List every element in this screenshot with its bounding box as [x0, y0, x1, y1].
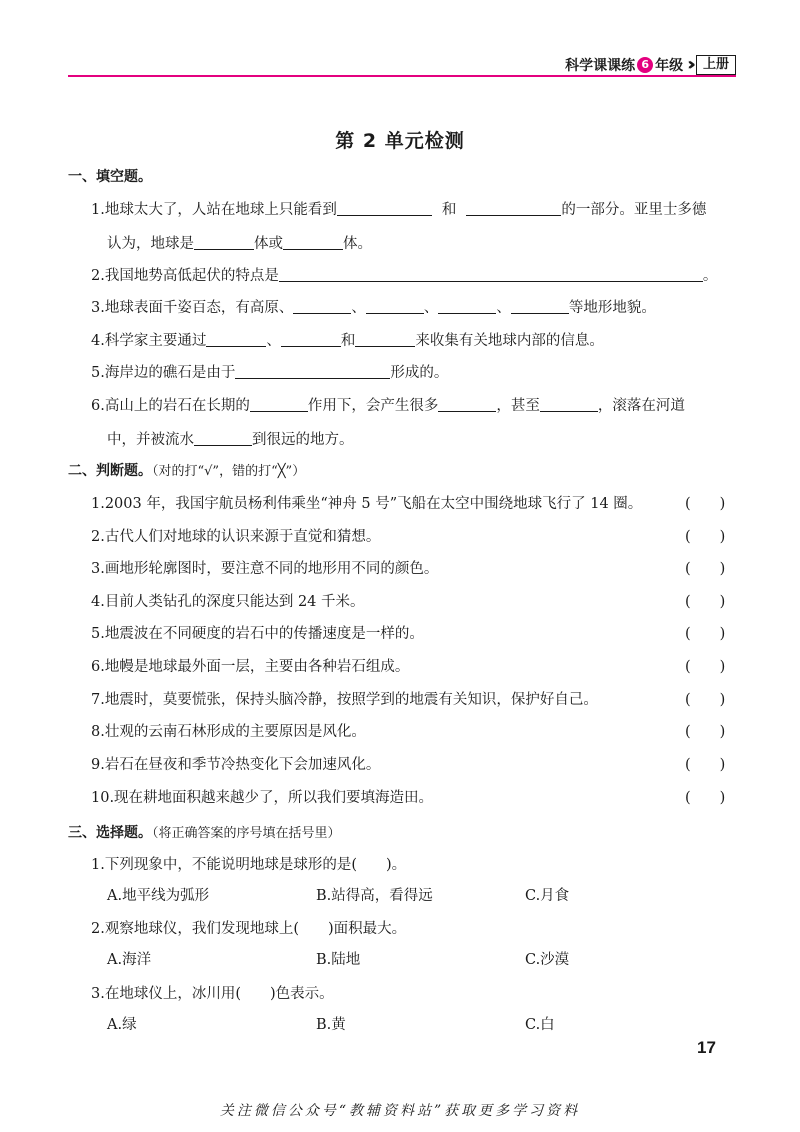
answer-blank[interactable]: [279, 267, 703, 282]
true-false-item: 6.地幔是地球最外面一层，主要由各种岩石组成。: [91, 659, 410, 675]
header-subject: 科学课课练: [565, 57, 636, 74]
true-false-item: 9.岩石在昼夜和季节冷热变化下会加速风化。: [91, 757, 381, 773]
answer-blank[interactable]: [283, 235, 343, 250]
fill-question-4: 4.科学家主要通过 、 和 来收集有关地球内部的信息。: [91, 333, 604, 349]
true-false-item: 3.画地形轮廓图时，要注意不同的地形用不同的颜色。: [91, 561, 439, 577]
answer-blank[interactable]: [466, 201, 561, 216]
answer-parentheses[interactable]: ( ): [685, 757, 726, 773]
header-label: [565, 54, 736, 75]
page-title: 第 2 单元检测: [335, 130, 465, 152]
true-false-item: 4.目前人类钻孔的深度只能达到 24 千米。: [91, 594, 365, 610]
fill-question-6-cont: 中，并被流水 到很远的地方。: [107, 432, 354, 448]
choice-option-a[interactable]: A.绿: [107, 1017, 137, 1033]
answer-blank[interactable]: [511, 299, 569, 314]
answer-parentheses[interactable]: ( ): [685, 529, 726, 545]
choice-question-1: 1.下列现象中，不能说明地球是球形的是( )。: [91, 857, 407, 873]
answer-blank[interactable]: [355, 332, 415, 347]
choice-question-3: 3.在地球仪上，冰川用( )色表示。: [91, 986, 334, 1002]
answer-blank[interactable]: [438, 299, 496, 314]
grade-badge: 6: [637, 57, 653, 73]
fill-question-5: 5.海岸边的礁石是由于 形成的。: [91, 365, 449, 381]
section-true-false-heading: 二、判断题。（对的打“√”，错的打“╳”）: [68, 463, 306, 479]
answer-blank[interactable]: [366, 299, 424, 314]
answer-blank[interactable]: [206, 332, 266, 347]
answer-blank[interactable]: [194, 235, 254, 250]
choice-option-c[interactable]: C.月食: [525, 888, 570, 904]
choice-option-c[interactable]: C.沙漠: [525, 952, 570, 968]
page-number: 17: [697, 1038, 716, 1057]
true-false-item: 10.现在耕地面积越来越少了，所以我们要填海造田。: [91, 790, 434, 806]
true-false-item: 1.2003 年，我国宇航员杨利伟乘坐“神舟 5 号”飞船在太空中围绕地球飞行了 14 圈。: [91, 496, 643, 512]
choice-option-b[interactable]: B.站得高，看得远: [316, 888, 433, 904]
choice-option-a[interactable]: A.地平线为弧形: [107, 888, 210, 904]
choice-question-2: 2.观察地球仪，我们发现地球上( )面积最大。: [91, 921, 407, 937]
fill-question-1: 1.地球太大了，人站在地球上只能看到 和 的一部分。亚里士多德: [91, 202, 707, 218]
true-false-item: 2.古代人们对地球的认识来源于直觉和猜想。: [91, 529, 381, 545]
answer-parentheses[interactable]: ( ): [685, 594, 726, 610]
choice-option-c[interactable]: C.白: [525, 1017, 555, 1033]
answer-blank[interactable]: [235, 364, 390, 379]
fill-question-3: 3.地球表面千姿百态，有高原、 、 、 、 等地形地貌。: [91, 300, 656, 316]
answer-parentheses[interactable]: ( ): [685, 692, 726, 708]
answer-blank[interactable]: [293, 299, 351, 314]
answer-parentheses[interactable]: ( ): [685, 496, 726, 512]
answer-blank[interactable]: [540, 397, 598, 412]
true-false-item: 5.地震波在不同硬度的岩石中的传播速度是一样的。: [91, 626, 424, 642]
choice-option-b[interactable]: B.陆地: [316, 952, 361, 968]
volume-tab: 上册: [696, 55, 736, 75]
section-choice-heading: 三、选择题。（将正确答案的序号填在括号里）: [68, 825, 341, 841]
answer-blank[interactable]: [250, 397, 308, 412]
true-false-item: 8.壮观的云南石林形成的主要原因是风化。: [91, 724, 366, 740]
fill-question-6: 6.高山上的岩石在长期的 作用下，会产生很多 ，甚至 ，滚落在河道: [91, 398, 685, 414]
fill-question-1-cont: 认为，地球是 体或 体。: [107, 236, 372, 252]
answer-blank[interactable]: [337, 201, 432, 216]
header-grade-unit: 年级: [655, 57, 684, 74]
true-false-item: 7.地震时，莫要慌张，保持头脑冷静，按照学到的地震有关知识，保护好自己。: [91, 692, 598, 708]
header-rule: [68, 75, 736, 77]
answer-parentheses[interactable]: ( ): [685, 659, 726, 675]
fill-question-2: 2.我国地势高低起伏的特点是 。: [91, 268, 718, 284]
section-fill-blank-heading: 一、填空题。: [68, 169, 152, 185]
answer-blank[interactable]: [438, 397, 496, 412]
answer-parentheses[interactable]: ( ): [685, 626, 726, 642]
page-header: [68, 46, 736, 78]
choice-option-a[interactable]: A.海洋: [107, 952, 152, 968]
answer-blank[interactable]: [194, 431, 252, 446]
answer-parentheses[interactable]: ( ): [685, 790, 726, 806]
answer-parentheses[interactable]: ( ): [685, 724, 726, 740]
footer-watermark: 关注微信公众号“教辅资料站”获取更多学习资料: [219, 1103, 581, 1119]
chevron-right-icon: ››: [687, 54, 690, 75]
answer-blank[interactable]: [281, 332, 341, 347]
choice-option-b[interactable]: B.黄: [316, 1017, 346, 1033]
answer-parentheses[interactable]: ( ): [685, 561, 726, 577]
